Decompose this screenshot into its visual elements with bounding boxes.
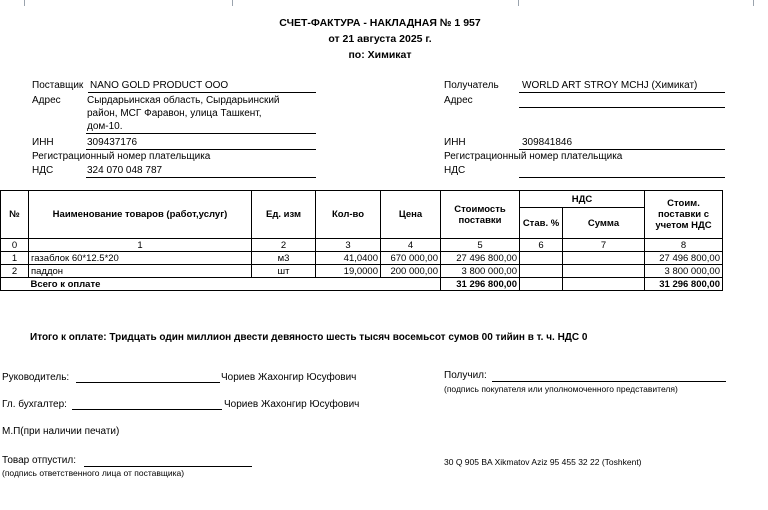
row-price: 670 000,00 bbox=[381, 252, 441, 265]
supplier-address-underline bbox=[86, 133, 316, 134]
row-vat-sum bbox=[563, 252, 645, 265]
row-cost: 3 800 000,00 bbox=[441, 265, 520, 278]
recipient-label: Получатель bbox=[444, 80, 499, 91]
recipient-name-underline bbox=[519, 92, 725, 93]
accountant-signature-line bbox=[72, 409, 222, 410]
recipient-inn: 309841846 bbox=[522, 137, 573, 148]
vehicle-info: 30 Q 905 BA Xikmatov Aziz 95 455 32 22 (Toshkent) bbox=[444, 457, 642, 467]
supplier-inn: 309437176 bbox=[87, 137, 138, 148]
invoice-title: СЧЕТ-ФАКТУРА - НАКЛАДНАЯ № 1 957 bbox=[279, 17, 481, 29]
recipient-vat-underline bbox=[519, 177, 725, 178]
invoice-basis: по: Химикат bbox=[348, 49, 412, 61]
col-number: 8 bbox=[645, 239, 723, 252]
supplier-name-underline bbox=[88, 92, 316, 93]
accountant-name: Чориев Жахонгир Юсуфович bbox=[224, 399, 360, 410]
supplier-inn-underline bbox=[86, 149, 316, 150]
header-vat-sum: Сумма bbox=[563, 208, 645, 239]
row-num: 2 bbox=[1, 265, 29, 278]
header-total-with-vat: Стоим. поставки с учетом НДС bbox=[645, 191, 723, 239]
director-signature-line bbox=[76, 382, 220, 383]
col-number: 5 bbox=[441, 239, 520, 252]
total-label: Всего к оплате bbox=[29, 278, 441, 291]
received-signature-line bbox=[492, 381, 726, 382]
table-row bbox=[1, 252, 723, 265]
column-guide bbox=[232, 0, 233, 6]
total-with-vat: 31 296 800,00 bbox=[645, 278, 723, 291]
total-in-words: Итого к оплате: Тридцать один миллион двести девяносто шесть тысяч восемьсот сумов 00 тийин в т. ч. НДС 0 bbox=[30, 332, 588, 343]
table-row bbox=[1, 265, 723, 278]
col-number: 6 bbox=[520, 239, 563, 252]
director-name: Чориев Жахонгир Юсуфович bbox=[221, 372, 357, 383]
total-cost: 31 296 800,00 bbox=[441, 278, 520, 291]
supplier-vat: 324 070 048 787 bbox=[87, 165, 163, 176]
supplier-address-line: дом-10. bbox=[87, 121, 123, 132]
column-guide bbox=[753, 0, 754, 6]
invoice-date: от 21 августа 2025 г. bbox=[328, 33, 432, 45]
recipient-inn-underline bbox=[519, 149, 725, 150]
row-unit: шт bbox=[252, 265, 316, 278]
row-unit: м3 bbox=[252, 252, 316, 265]
column-guide bbox=[24, 0, 25, 6]
supplier-vat-label: НДС bbox=[32, 165, 54, 176]
recipient-address-label: Адрес bbox=[444, 95, 473, 106]
director-label: Руководитель: bbox=[2, 372, 70, 383]
column-guide bbox=[518, 0, 519, 6]
supplier-name: NANO GOLD PRODUCT OOO bbox=[90, 80, 229, 91]
recipient-reg-label: Регистрационный номер плательщика bbox=[444, 151, 623, 162]
released-caption: (подпись ответственного лица от поставщика) bbox=[2, 468, 185, 478]
row-vat-sum bbox=[563, 265, 645, 278]
row-name: газаблок 60*12.5*20 bbox=[29, 252, 252, 265]
row-vat-rate bbox=[520, 252, 563, 265]
col-number: 7 bbox=[563, 239, 645, 252]
header-num: № bbox=[1, 191, 29, 239]
goods-table bbox=[0, 190, 723, 291]
recipient-name: WORLD ART STROY MCHJ (Химикат) bbox=[522, 80, 698, 91]
received-label: Получил: bbox=[444, 370, 487, 381]
supplier-reg-label: Регистрационный номер плательщика bbox=[32, 151, 211, 162]
col-number: 0 bbox=[1, 239, 29, 252]
supplier-vat-underline bbox=[86, 177, 316, 178]
supplier-label: Поставщик bbox=[32, 80, 84, 91]
header-cost: Стоимость поставки bbox=[441, 191, 520, 239]
supplier-address-line: район, МСГ Фаравон, улица Ташкент, bbox=[87, 108, 262, 119]
supplier-address-label: Адрес bbox=[32, 95, 61, 106]
header-vat-rate: Став. % bbox=[520, 208, 563, 239]
col-number: 4 bbox=[381, 239, 441, 252]
released-label: Товар отпустил: bbox=[2, 455, 76, 466]
col-number: 2 bbox=[252, 239, 316, 252]
col-number: 3 bbox=[316, 239, 381, 252]
row-vat-rate bbox=[520, 265, 563, 278]
row-total: 27 496 800,00 bbox=[645, 252, 723, 265]
col-number: 1 bbox=[29, 239, 252, 252]
header-name: Наименование товаров (работ,услуг) bbox=[29, 191, 252, 239]
row-total: 3 800 000,00 bbox=[645, 265, 723, 278]
row-num: 1 bbox=[1, 252, 29, 265]
row-qty: 41,0400 bbox=[316, 252, 381, 265]
released-signature-line bbox=[84, 466, 252, 467]
received-caption: (подпись покупателя или уполномоченного представителя) bbox=[444, 384, 678, 394]
accountant-label: Гл. бухгалтер: bbox=[2, 399, 67, 410]
header-price: Цена bbox=[381, 191, 441, 239]
row-name: паддон bbox=[29, 265, 252, 278]
recipient-vat-label: НДС bbox=[444, 165, 466, 176]
row-price: 200 000,00 bbox=[381, 265, 441, 278]
supplier-inn-label: ИНН bbox=[32, 137, 54, 148]
row-cost: 27 496 800,00 bbox=[441, 252, 520, 265]
total-row bbox=[1, 278, 723, 291]
stamp-label: М.П(при наличии печати) bbox=[2, 426, 120, 437]
supplier-address-line: Сырдарьинская область, Сырдарьинский bbox=[87, 95, 280, 106]
header-unit: Ед. изм bbox=[252, 191, 316, 239]
header-vat-group: НДС bbox=[520, 191, 645, 208]
header-qty: Кол-во bbox=[316, 191, 381, 239]
recipient-inn-label: ИНН bbox=[444, 137, 466, 148]
recipient-address-underline bbox=[519, 107, 725, 108]
row-qty: 19,0000 bbox=[316, 265, 381, 278]
